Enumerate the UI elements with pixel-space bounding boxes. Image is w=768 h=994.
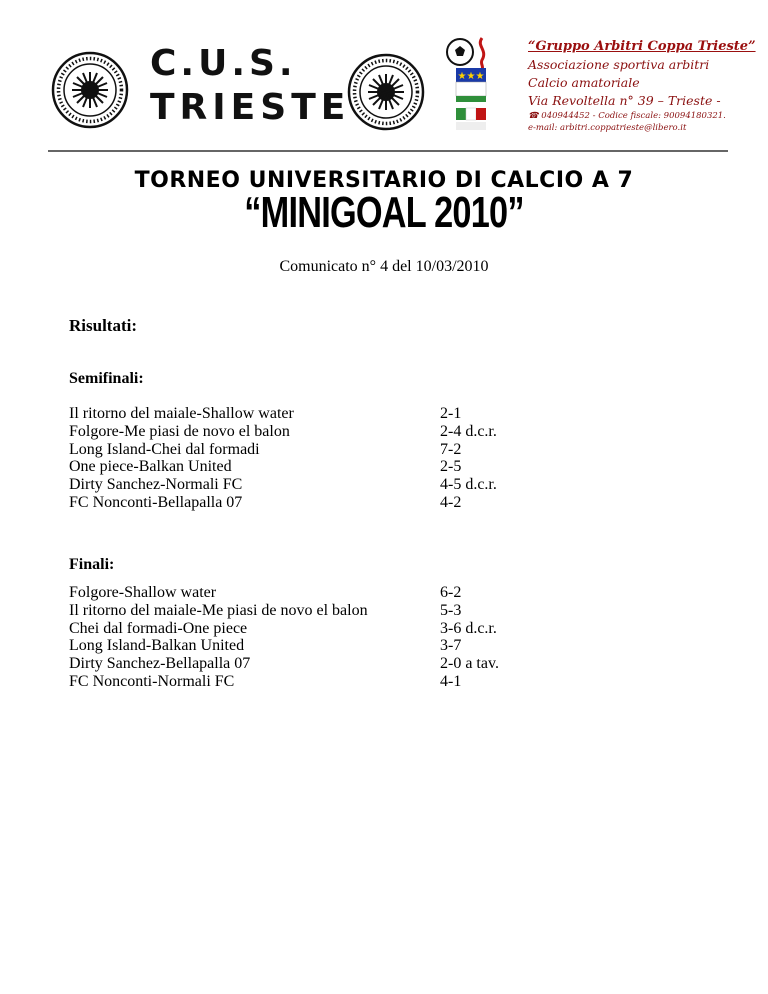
match-score: 2-4 d.c.r. [440,422,497,440]
match-score: 3-6 d.c.r. [440,619,497,637]
match-name: FC Nonconti-Bellapalla 07 [69,493,243,511]
match-name: Long Island-Chei dal formadi [69,440,260,458]
match-score: 6-2 [440,584,462,601]
match-score: 2-5 [440,458,462,476]
university-seal-icon-left [50,50,130,130]
semifinals-heading: Semifinali: [69,370,144,387]
association-sport: Calcio amatoriale [528,75,640,90]
table-row [69,441,669,459]
match-score: 2-1 [440,405,462,422]
header-divider [48,150,728,152]
association-address: Via Revoltella n° 39 – Trieste - [528,93,721,108]
finals-list [69,584,669,691]
communique-line: Comunicato n° 4 del 10/03/2010 [279,258,489,275]
table-row [69,602,669,620]
association-name: “Gruppo Arbitri Coppa Trieste” [528,39,756,54]
table-row [69,584,669,602]
table-row [69,476,669,494]
match-name: Folgore-Me piasi de novo el balon [69,422,290,440]
tournament-title: TORNEO UNIVERSITARIO DI CALCIO A 7 [134,168,634,193]
table-row [69,637,669,655]
match-name: Long Island-Balkan United [69,637,245,655]
table-row [69,494,669,512]
match-name: Dirty Sanchez-Bellapalla 07 [69,655,251,673]
table-row [69,673,669,691]
match-name: Dirty Sanchez-Normali FC [69,476,243,494]
svg-text:★★★: ★★★ [457,71,485,82]
match-name: One piece-Balkan United [69,458,232,476]
football-association-logo-icon [442,36,504,132]
table-row [69,620,669,638]
university-seal-icon-right [346,52,426,132]
match-score: 4-1 [440,672,462,690]
match-name: Il ritorno del maiale-Me piasi de novo el balon [69,601,368,619]
results-heading: Risultati: [69,316,137,335]
cus-trieste-title [150,42,350,130]
association-info [528,38,758,134]
match-score: 2-0 a tav. [440,655,499,673]
match-name: FC Nonconti-Normali FC [69,672,235,690]
match-score: 4-5 d.c.r. [440,476,497,494]
table-row [69,458,669,476]
finals-heading: Finali: [69,556,115,573]
cus-title-line2: TRIESTE [150,87,351,128]
association-type: Associazione sportiva arbitri [528,57,710,72]
match-name: Folgore-Shallow water [69,584,217,601]
match-name: Il ritorno del maiale-Shallow water [69,405,294,422]
event-title: “MINIGOAL 2010” [244,188,524,237]
semifinals-list [69,405,669,512]
cus-title-line1: C.U.S. [150,43,297,84]
match-score: 7-2 [440,440,462,458]
association-email: e-mail: arbitri.coppatrieste@libero.it [528,123,687,133]
match-score: 3-7 [440,637,462,655]
table-row [69,655,669,673]
match-score: 4-2 [440,493,462,511]
table-row [69,405,669,423]
table-row [69,423,669,441]
match-name: Chei dal formadi-One piece [69,619,248,637]
association-phone-fiscal: ☎ 040944452 - Codice fiscale: 90094180321. [528,111,726,121]
match-score: 5-3 [440,601,462,619]
